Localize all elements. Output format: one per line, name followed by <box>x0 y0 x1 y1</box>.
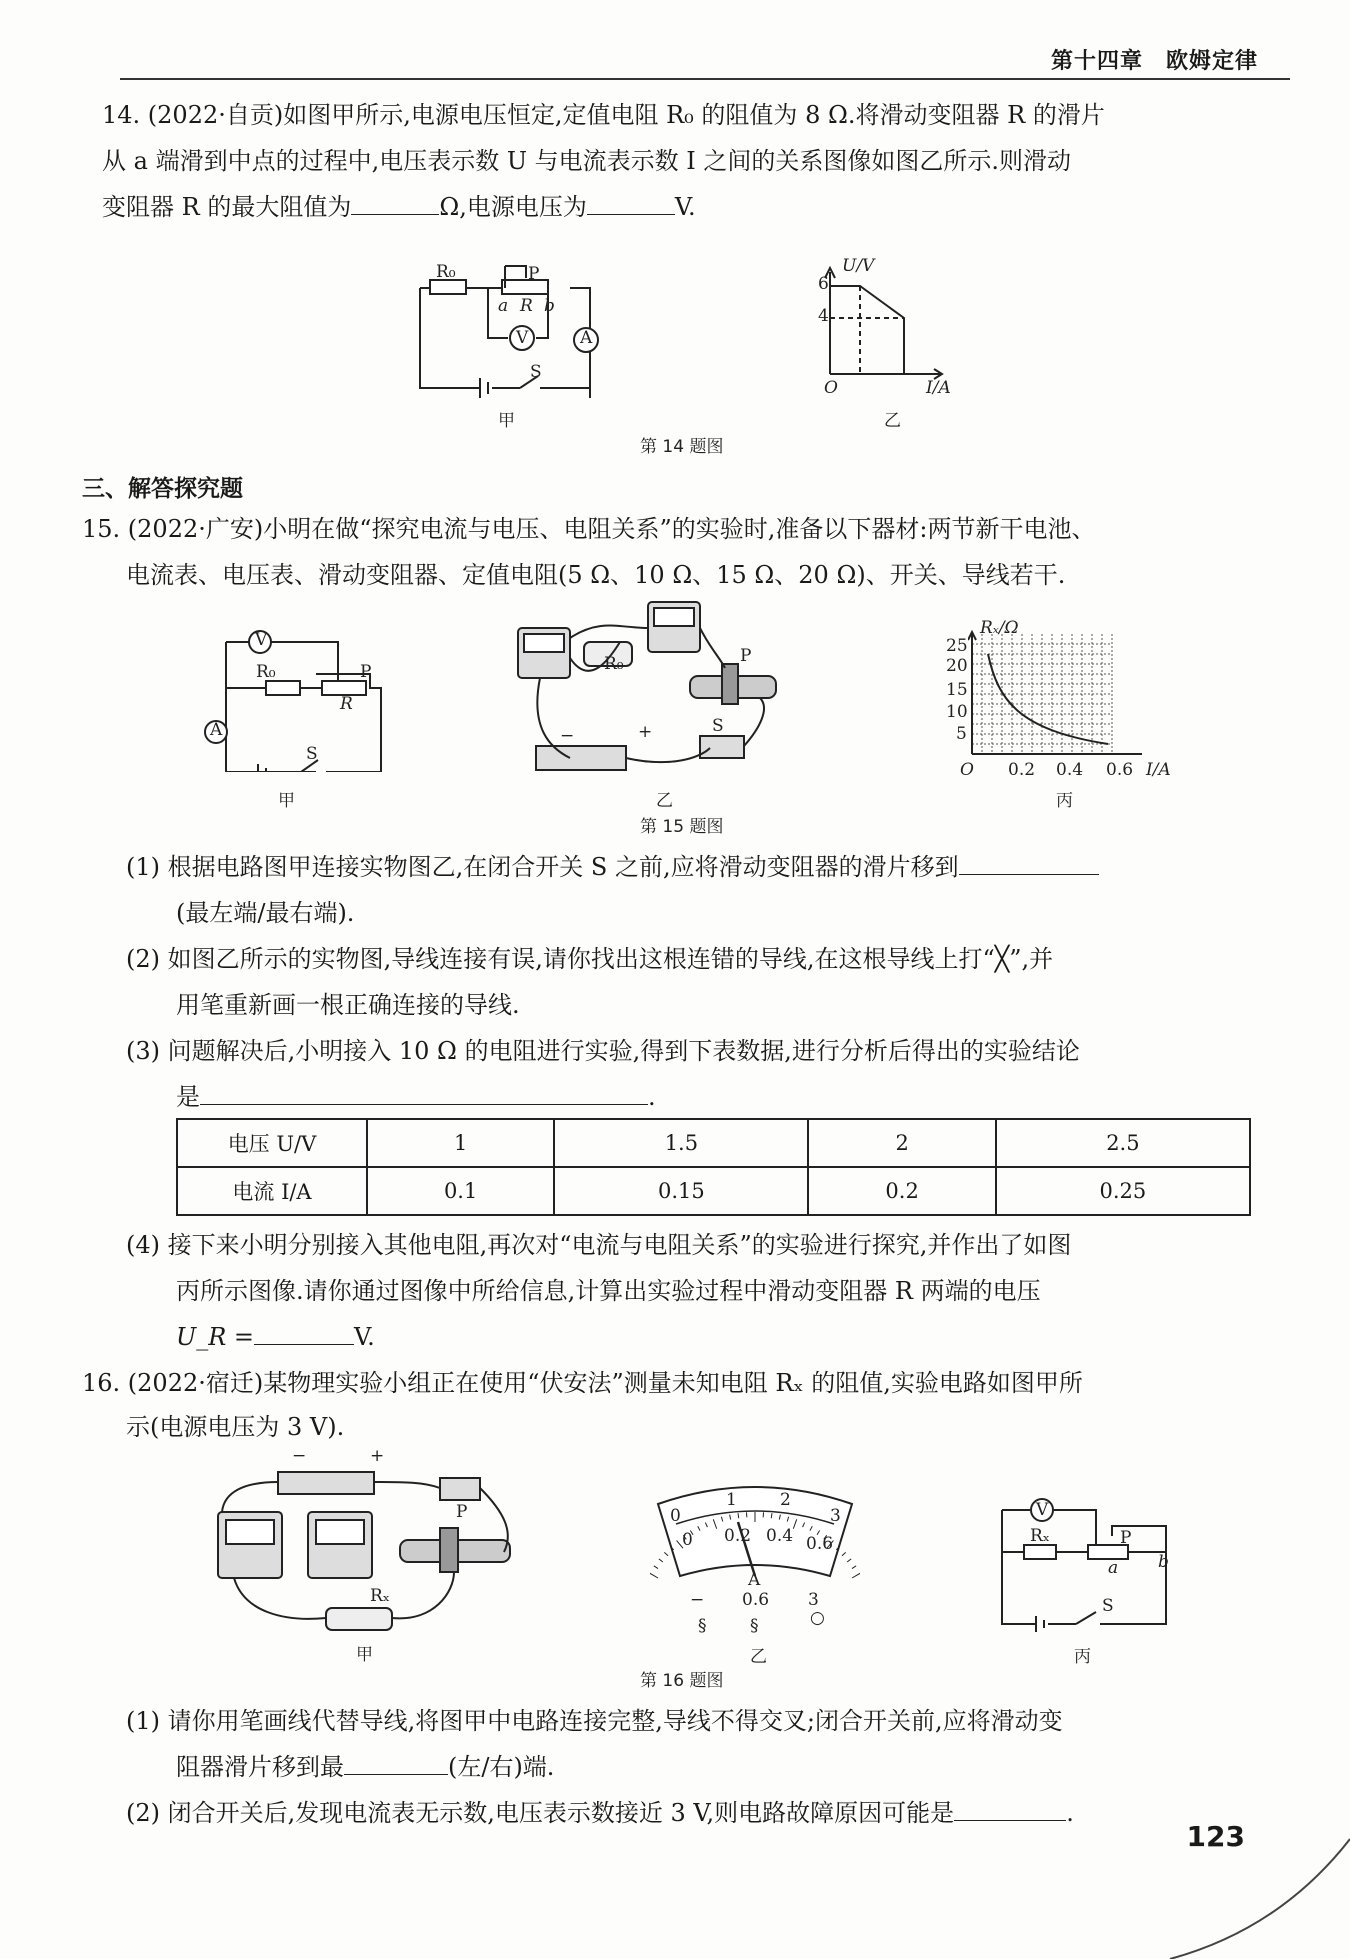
q15-caption: 第 15 题图 <box>640 817 724 837</box>
graph-ylabel: U/V <box>842 256 875 276</box>
q15-lbl-r0: R₀ <box>256 662 276 682</box>
q16-bing-s: S <box>1102 1596 1114 1616</box>
lbl-r0: R₀ <box>436 262 456 282</box>
q15-p2-cont: 用笔重新画一根正确连接的导线. <box>176 991 520 1019</box>
q15-p3-cont: 是 . <box>176 1074 656 1120</box>
q15-voltmeter-icon: V <box>255 630 268 650</box>
r0-resistor <box>430 280 466 294</box>
dial-tick <box>659 1559 663 1562</box>
q15-fig-name-jia: 甲 <box>278 791 295 811</box>
dial-bottom-04: 0.4 <box>766 1526 794 1546</box>
q16-bing-b: b <box>1158 1552 1169 1572</box>
terminal-minus: − <box>690 1590 705 1610</box>
graph-xlabel: I/A <box>926 378 951 398</box>
q16-p1-cont: 阻器滑片移到最 (左/右)端. <box>176 1744 554 1790</box>
q16-fig-name-jia: 甲 <box>356 1645 373 1665</box>
q14-blank-voltage[interactable] <box>587 184 675 215</box>
page-edge-curve <box>1130 1819 1350 1959</box>
q15-circuit-diagram <box>196 622 396 772</box>
dial-top-2: 2 <box>780 1490 791 1510</box>
table-row: 电流 I/A 0.1 0.15 0.2 0.25 <box>177 1167 1250 1215</box>
voltmeter-icon: V <box>516 328 529 348</box>
q15-p1: (1) 根据电路图甲连接实物图乙,在闭合开关 S 之前,应将滑动变阻器的滑片移到 <box>126 844 1099 890</box>
q14-blank-max-resistance[interactable] <box>351 184 439 215</box>
dial-tick <box>842 1552 846 1555</box>
graph-origin: O <box>824 378 838 398</box>
lbl-s: S <box>530 362 542 382</box>
ytick-20: 20 <box>946 656 968 676</box>
xtick-04: 0.4 <box>1056 760 1084 780</box>
dial-tick <box>654 1566 658 1569</box>
graph-y4: 4 <box>818 306 829 326</box>
q16-jia-p: P <box>456 1502 468 1522</box>
q15-line2: 电流表、电压表、滑动变阻器、定值电阻(5 Ω、10 Ω、15 Ω、20 Ω)、开关、导线若干. <box>126 561 1066 589</box>
q16-jia-minus: − <box>292 1446 307 1466</box>
q15-p4-cont: 丙所示图像.请你通过图像中所给信息,计算出实验过程中滑动变阻器 R 两端的电压 <box>176 1277 1041 1305</box>
q15-yi-lbl-s: S <box>712 716 724 736</box>
q15-graph-xlabel: I/A <box>1146 760 1171 780</box>
page-number: 123 <box>1186 1820 1245 1853</box>
page-header <box>0 0 1350 86</box>
q15-lbl-s: S <box>306 744 318 764</box>
q16-line2: 示(电源电压为 3 V). <box>126 1413 345 1441</box>
q16-bing-rx: Rₓ <box>1030 1526 1051 1546</box>
lbl-a: a <box>498 296 509 316</box>
q16-voltmeter-icon: V <box>1036 1500 1049 1520</box>
q16-circuit-diagram <box>996 1496 1176 1636</box>
fig-name-yi: 乙 <box>884 411 901 431</box>
lbl-b: b <box>544 296 555 316</box>
q14-caption: 第 14 题图 <box>640 437 724 457</box>
q15-lbl-r: R <box>340 694 353 714</box>
dial-tick <box>650 1573 658 1578</box>
dial-bottom-02: 0.2 <box>724 1526 752 1546</box>
dial-top-0: 0 <box>670 1506 681 1526</box>
q16-line1: 16. (2022·宿迁)某物理实验小组正在使用“伏安法”测量未知电阻 Rₓ 的阻值,实验电路如图甲所 <box>82 1369 1083 1397</box>
q15-fig-name-bing: 丙 <box>1056 791 1073 811</box>
ytick-15: 15 <box>946 680 968 700</box>
q15-yi-lbl-p: P <box>740 646 752 666</box>
dial-bottom-06: 0.6 <box>806 1534 834 1554</box>
lbl-r: R <box>520 296 533 316</box>
q16-bing-p: P <box>1120 1528 1132 1548</box>
q15-p4: (4) 接下来小明分别接入其他电阻,再次对“电流与电阻关系”的实验进行探究,并作出了如图 <box>126 1231 1072 1259</box>
dial-top-3: 3 <box>830 1506 841 1526</box>
dial-tick <box>852 1566 856 1569</box>
section-title: 三、解答探究题 <box>82 476 243 502</box>
terminal-06: 0.6 <box>742 1590 770 1610</box>
lbl-p: P <box>528 264 540 284</box>
xtick-06: 0.6 <box>1106 760 1134 780</box>
ytick-5: 5 <box>956 724 967 744</box>
q16-bing-a: a <box>1108 1558 1119 1578</box>
q16-p2: (2) 闭合开关后,发现电流表无示数,电压表示数接近 3 V,则电路故障原因可能是 . <box>126 1790 1074 1836</box>
q15-graph-origin: O <box>960 760 974 780</box>
dial-bottom-0: 0 <box>682 1530 693 1550</box>
q14-ui-graph <box>820 262 970 392</box>
q16-p2-blank[interactable] <box>954 1790 1066 1821</box>
q15-p1-blank[interactable] <box>959 844 1099 875</box>
dial-tick <box>664 1552 668 1555</box>
dial-tick <box>847 1559 851 1562</box>
q15-p4-blank[interactable] <box>254 1314 354 1345</box>
q15-p2: (2) 如图乙所示的实物图,导线连接有误,请你找出这根连错的导线,在这根导线上打“╳”,并 <box>126 945 1054 973</box>
q15-graph-ylabel: Rₓ/Ω <box>980 618 1019 638</box>
q15-yi-plus: + <box>638 722 653 742</box>
q15-fig-name-yi: 乙 <box>656 791 673 811</box>
dial-tick <box>738 1513 739 1518</box>
q15-yi-minus: − <box>560 726 575 746</box>
dial-unit: A <box>748 1570 761 1590</box>
q15-p3: (3) 问题解决后,小明接入 10 Ω 的电阻进行实验,得到下表数据,进行分析后得出的实验结论 <box>126 1037 1080 1065</box>
q16-fig-name-yi: 乙 <box>750 1647 767 1667</box>
terminal-coil-2: § <box>750 1616 759 1636</box>
q16-p1-blank[interactable] <box>344 1744 448 1775</box>
data-table <box>176 1118 1251 1216</box>
xtick-02: 0.2 <box>1008 760 1036 780</box>
q16-caption: 第 16 题图 <box>640 1671 724 1691</box>
q16-fig-name-bing: 丙 <box>1074 1647 1091 1667</box>
q15-p1-cont: (最左端/最右端). <box>176 899 355 927</box>
ytick-25: 25 <box>946 636 968 656</box>
terminal-coil-1: § <box>698 1616 707 1636</box>
q15-p3-blank[interactable] <box>200 1074 648 1105</box>
q15-yi-lbl-r0: R₀ <box>604 654 624 674</box>
fig-name-jia: 甲 <box>498 411 515 431</box>
header-rule <box>120 78 1290 80</box>
dial-top-1: 1 <box>726 1490 737 1510</box>
dial-tick <box>852 1573 860 1578</box>
ammeter-icon: A <box>580 328 593 348</box>
table-row: 电压 U/V 1 1.5 2 2.5 <box>177 1119 1250 1167</box>
q16-apparatus-sketch <box>204 1452 524 1642</box>
chapter-title: 第十四章 欧姆定律 <box>1050 49 1258 74</box>
rheostat <box>502 280 548 294</box>
q15-ammeter-icon: A <box>210 720 223 740</box>
q15-ri-graph <box>968 630 1148 760</box>
q15-line1: 15. (2022·广安)小明在做“探究电流与电压、电阻关系”的实验时,准备以下器材:两节新干电池、 <box>82 515 1096 543</box>
q15-p4-eq: U_R = V. <box>176 1314 375 1360</box>
q14-line2: 从 a 端滑到中点的过程中,电压表示数 U 与电流表示数 I 之间的关系图像如图乙所示.则滑动 <box>102 147 1072 175</box>
graph-y6: 6 <box>818 274 829 294</box>
terminal-coil-3: ○ <box>810 1608 825 1628</box>
q16-jia-plus: + <box>370 1446 385 1466</box>
q16-p1: (1) 请你用笔画线代替导线,将图甲中电路连接完整,导线不得交叉;闭合开关前,应将滑动变 <box>126 1707 1063 1735</box>
dial-tick <box>771 1513 772 1518</box>
q15-lbl-p: P <box>360 662 372 682</box>
q16-jia-rx: Rₓ <box>370 1586 391 1606</box>
q14-line3: 变阻器 R 的最大阻值为 Ω,电源电压为 V. <box>102 184 696 230</box>
terminal-3: 3 <box>808 1590 819 1610</box>
q14-line1: 14. (2022·自贡)如图甲所示,电源电压恒定,定值电阻 R₀ 的阻值为 8 Ω.将滑动变阻器 R 的滑片 <box>102 101 1105 129</box>
q15-apparatus-sketch <box>510 598 800 788</box>
ytick-10: 10 <box>946 702 968 722</box>
